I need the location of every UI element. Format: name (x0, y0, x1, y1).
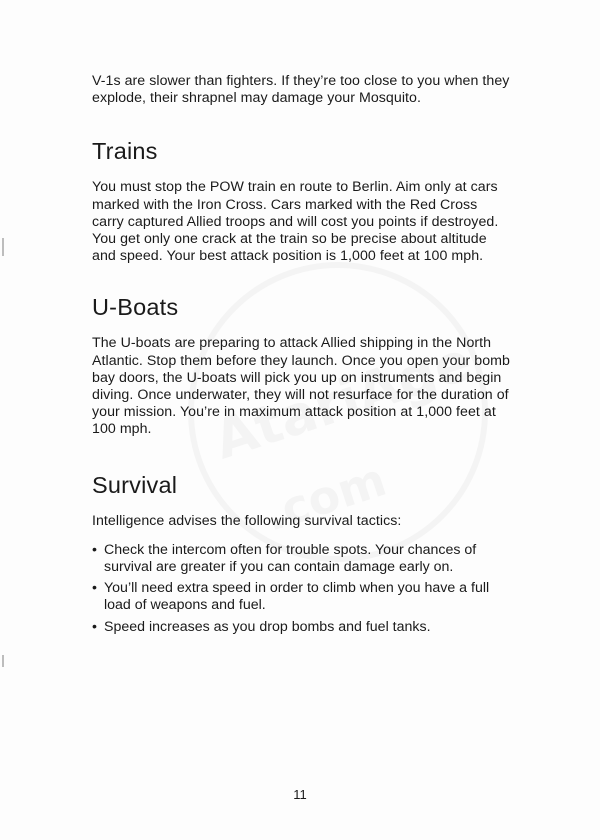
bullet-icon: • (92, 580, 97, 597)
trains-paragraph: You must stop the POW train en route to Berlin. Aim only at cars marked with the Iron Cross. Cars marked with the Red Cross carry captured Allied troops and will cost you points if destroyed. You get only one crack at the train so be precise about altitude and speed. Your best attack position is 1,000 feet at 100 mph. (92, 179, 499, 265)
list-item-text: Speed increases as you drop bombs and fuel tanks. (104, 618, 431, 635)
bullet-icon: • (92, 618, 97, 635)
trains-heading: Trains (92, 138, 158, 165)
uboats-heading: U-Boats (92, 294, 179, 321)
list-item (92, 542, 512, 576)
survival-heading: Survival (92, 471, 178, 498)
list-item (92, 580, 512, 614)
bullet-icon: • (92, 541, 97, 558)
scan-edge-mark (2, 238, 4, 256)
list-item-text: Check the intercom often for trouble spots. Your chances of survival are greater if you can contain damage early on. (104, 541, 477, 576)
list-item (92, 619, 512, 636)
scan-edge-mark (2, 655, 4, 667)
page-content (92, 73, 512, 640)
survival-tactics-list (92, 542, 512, 636)
intro-paragraph: V-1s are slower than fighters. If they’re too close to you when they explode, their shrapnel may damage your Mosquito. (92, 73, 510, 107)
page-number: 11 (293, 787, 307, 802)
uboats-paragraph: The U-boats are preparing to attack Allied shipping in the North Atlantic. Stop them before they launch. Once you open your bomb bay doors, the U-boats will pick you up on instruments and begin diving. Once underwater, they will not resurface for the duration of your mission. You’re in maximum attack position at 1,000 feet at 100 mph. (92, 335, 510, 438)
survival-intro: Intelligence advises the following survival tactics: (92, 512, 402, 529)
list-item-text: You’ll need extra speed in order to climb when you have a full load of weapons and fuel. (104, 580, 490, 614)
